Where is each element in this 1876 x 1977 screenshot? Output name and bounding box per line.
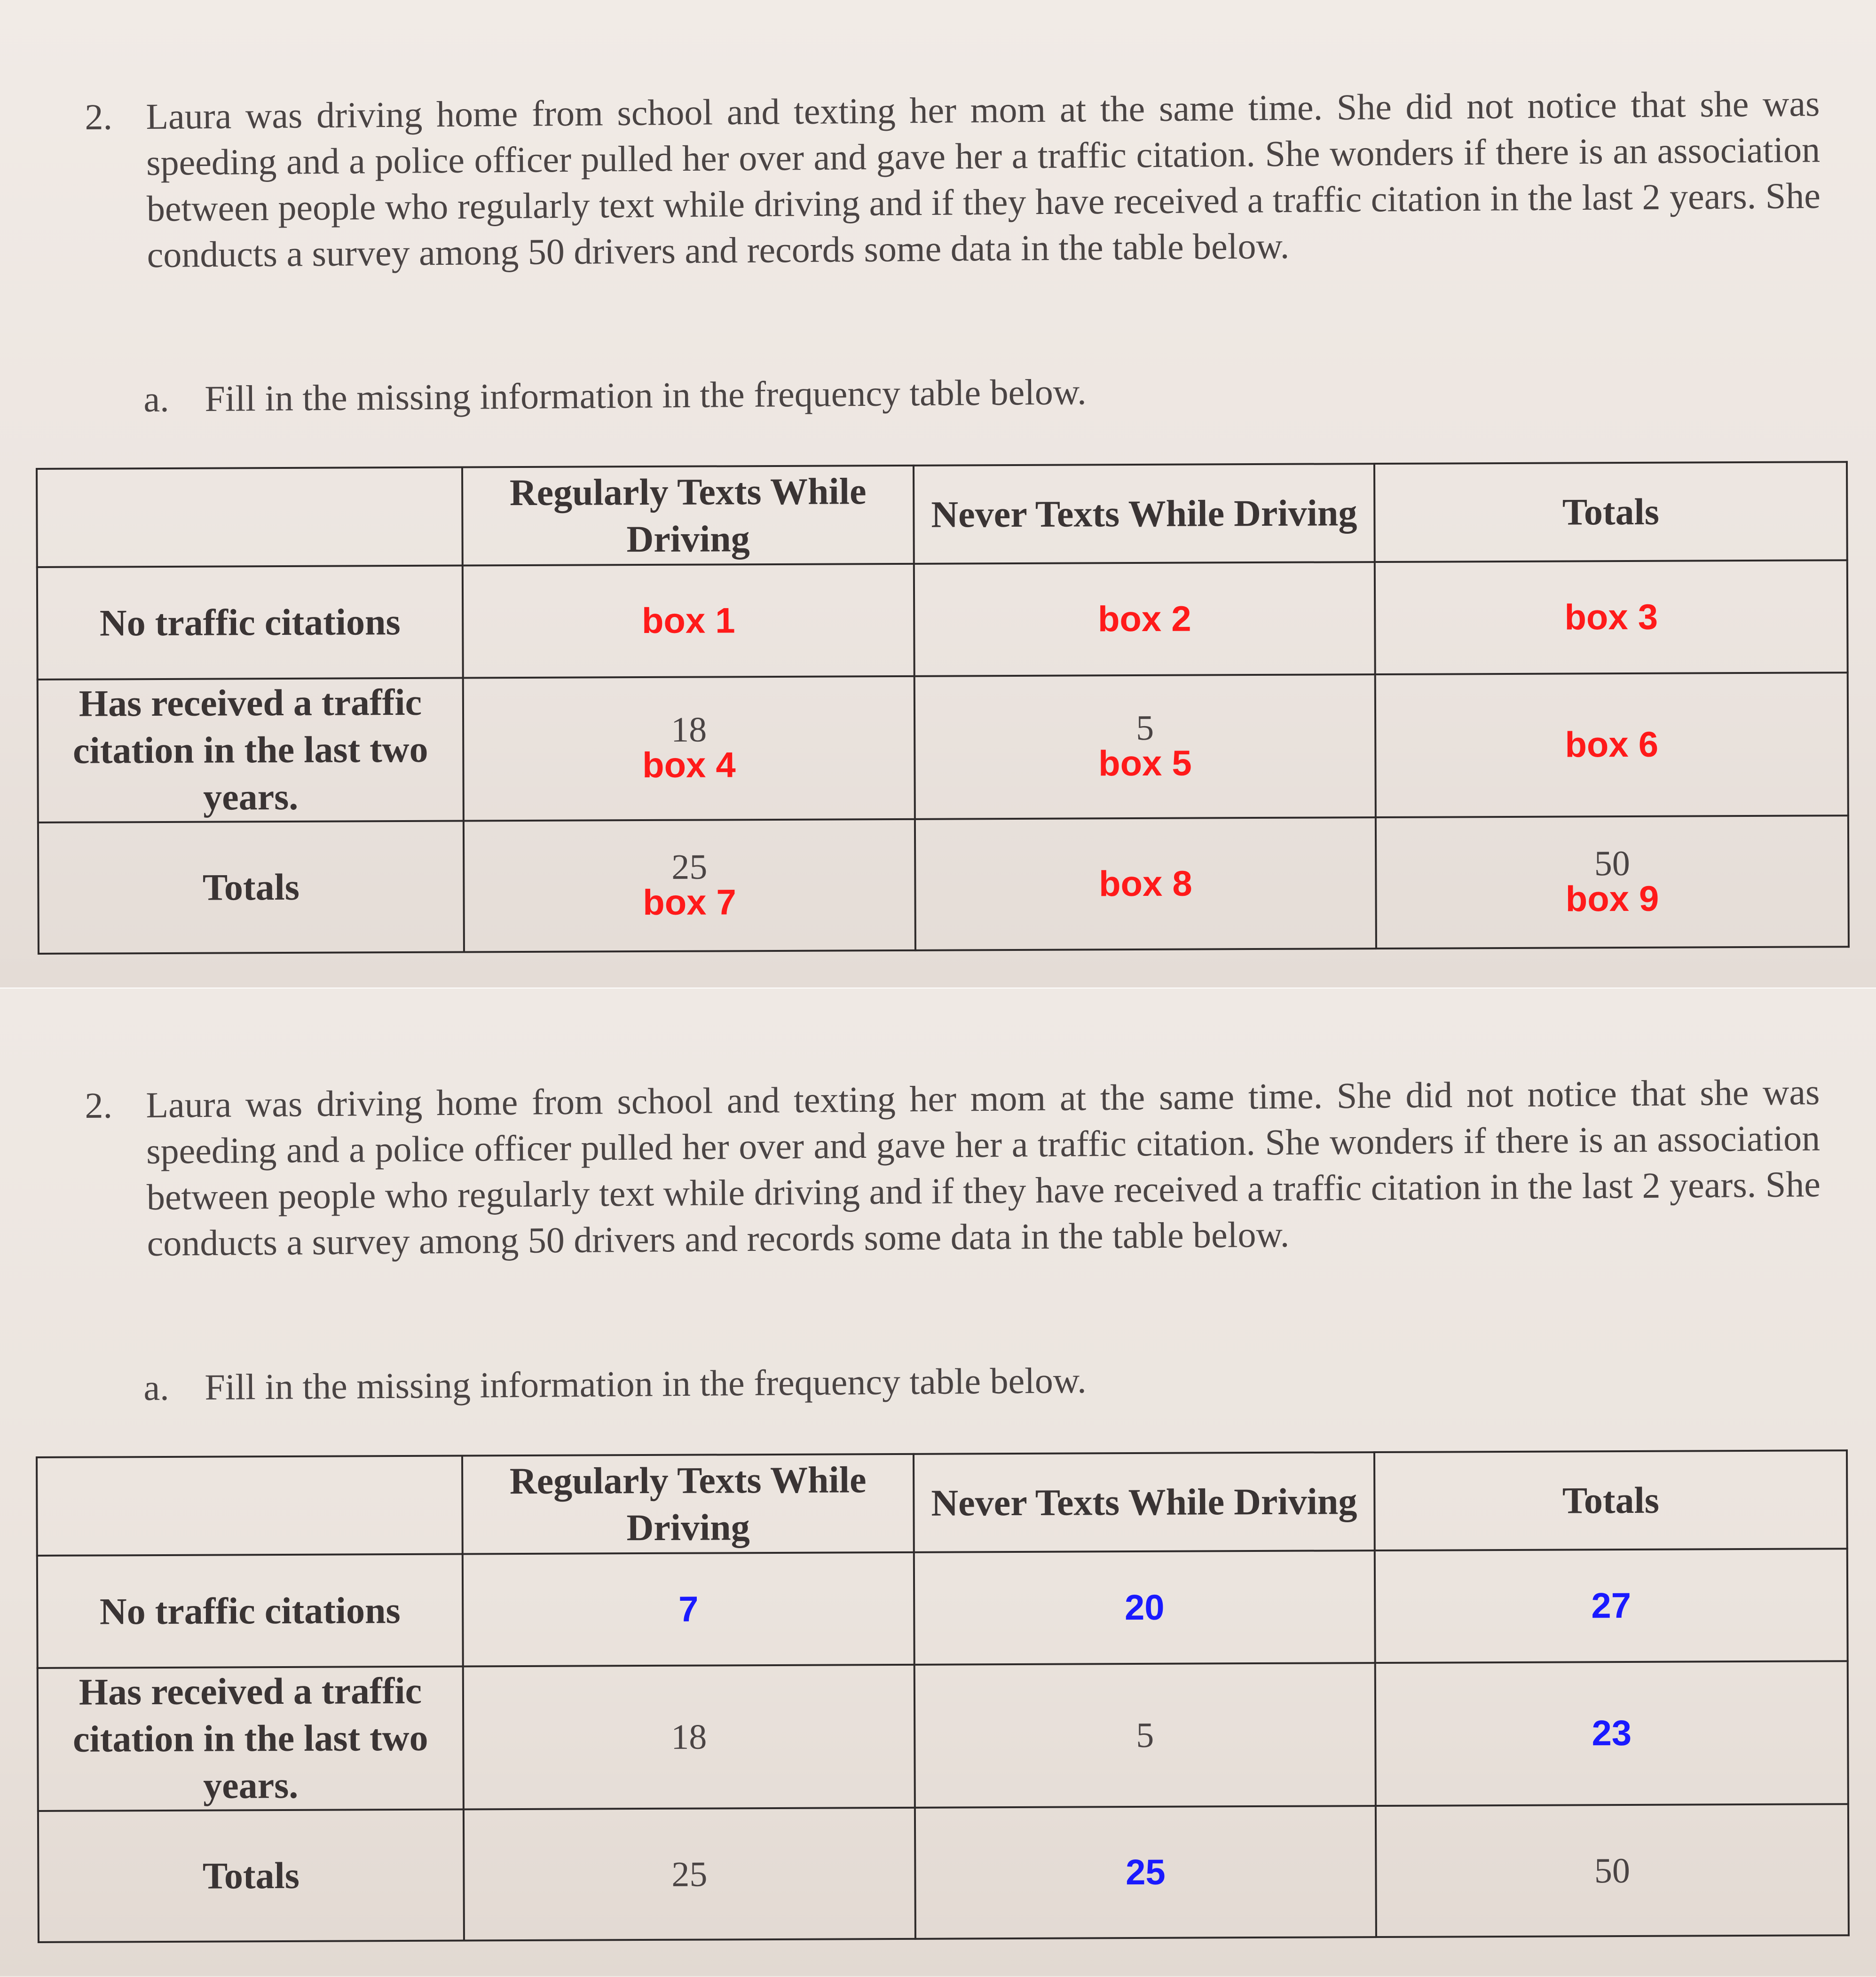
answer-value: 7 xyxy=(678,1589,699,1629)
box-4-cell xyxy=(463,676,915,821)
row-label-totals: Totals xyxy=(38,1810,464,1942)
corner-cell xyxy=(37,467,463,567)
frequency-table xyxy=(36,1449,1850,1943)
printed-cell xyxy=(463,1665,915,1810)
worksheet-photo-answered xyxy=(0,988,1876,1976)
row-label-has-citation: Has received a traffic citation in the last two years. xyxy=(38,1667,464,1811)
box-label: box 9 xyxy=(1565,878,1659,919)
answer-cell xyxy=(915,1806,1376,1939)
printed-value: 25 xyxy=(671,847,708,887)
answer-cell xyxy=(1375,1661,1848,1806)
box-1-cell xyxy=(463,564,914,678)
table-header-row xyxy=(37,1450,1847,1556)
printed-value: 18 xyxy=(671,1717,707,1757)
problem-statement xyxy=(85,1069,1826,1267)
printed-value: 50 xyxy=(1594,1850,1631,1890)
box-label: box 3 xyxy=(1564,597,1658,638)
box-label: box 8 xyxy=(1098,863,1192,904)
box-2-cell xyxy=(914,562,1375,676)
table-row xyxy=(37,1549,1848,1668)
answer-value: 20 xyxy=(1124,1587,1165,1628)
box-label: box 1 xyxy=(641,600,735,641)
row-label-has-citation: Has received a traffic citation in the last two years. xyxy=(38,678,464,822)
box-label: box 4 xyxy=(642,745,736,786)
problem-number: 2. xyxy=(85,1084,113,1126)
header-totals: Totals xyxy=(1374,462,1847,562)
box-5-cell xyxy=(914,674,1376,819)
printed-value: 50 xyxy=(1594,843,1630,883)
header-never-texts: Never Texts While Driving xyxy=(914,464,1375,564)
corner-cell xyxy=(37,1456,463,1556)
part-a-instruction xyxy=(143,369,1087,422)
box-label: box 7 xyxy=(643,882,736,923)
table-row xyxy=(37,560,1848,680)
printed-value: 25 xyxy=(671,1854,708,1894)
part-text: Fill in the missing information in the frequency table below. xyxy=(205,1360,1087,1408)
printed-cell xyxy=(1376,1804,1849,1937)
table-row xyxy=(38,1804,1849,1942)
answer-cell xyxy=(463,1552,914,1667)
answer-value: 27 xyxy=(1591,1585,1632,1626)
part-letter: a. xyxy=(143,1367,169,1408)
answer-value: 23 xyxy=(1592,1713,1632,1754)
table-row xyxy=(38,1661,1848,1811)
problem-text: Laura was driving home from school and texting her mom at the same time. She did not notice that she was speeding and a police officer pulled her over and gave her a traffic citation. She wonders if there is an association between people who regularly text while driving and if they have received a traffic citation in the last 2 years. She conducts a survey among 50 drivers and records some data in the table below. xyxy=(146,83,1821,275)
worksheet-photo-blank xyxy=(0,0,1876,988)
box-9-cell xyxy=(1376,815,1849,949)
header-regularly-texts: Regularly Texts While Driving xyxy=(462,1454,914,1554)
frequency-table xyxy=(36,461,1850,955)
box-6-cell xyxy=(1375,672,1848,817)
table-row xyxy=(38,815,1849,954)
box-label: box 5 xyxy=(1098,743,1192,784)
box-8-cell xyxy=(915,817,1376,950)
part-text: Fill in the missing information in the frequency table below. xyxy=(205,371,1087,419)
printed-cell xyxy=(914,1663,1376,1808)
answer-cell xyxy=(1375,1549,1848,1663)
row-label-no-citations: No traffic citations xyxy=(37,566,463,680)
table-header-row xyxy=(37,462,1847,567)
box-label: box 2 xyxy=(1097,599,1191,639)
table-row xyxy=(38,672,1848,822)
printed-value: 5 xyxy=(1136,1715,1154,1756)
box-3-cell xyxy=(1375,560,1848,674)
problem-statement xyxy=(85,80,1826,278)
header-totals: Totals xyxy=(1374,1450,1847,1550)
answer-cell xyxy=(914,1550,1375,1665)
problem-text: Laura was driving home from school and texting her mom at the same time. She did not notice that she was speeding and a police officer pulled her over and gave her a traffic citation. She wonders if there is an association between people who regularly text while driving and if they have received a traffic citation in the last 2 years. She conducts a survey among 50 drivers and records some data in the table below. xyxy=(146,1071,1821,1264)
printed-value: 5 xyxy=(1135,708,1154,748)
part-a-instruction xyxy=(143,1357,1087,1411)
problem-number: 2. xyxy=(85,96,113,137)
header-never-texts: Never Texts While Driving xyxy=(914,1452,1375,1552)
header-regularly-texts: Regularly Texts While Driving xyxy=(462,466,914,566)
printed-value: 18 xyxy=(670,710,707,750)
answer-value: 25 xyxy=(1125,1852,1166,1892)
row-label-totals: Totals xyxy=(38,821,464,954)
printed-cell xyxy=(464,1808,915,1941)
box-7-cell xyxy=(464,819,915,952)
part-letter: a. xyxy=(143,378,169,419)
row-label-no-citations: No traffic citations xyxy=(37,1554,463,1668)
box-label: box 6 xyxy=(1565,724,1659,765)
